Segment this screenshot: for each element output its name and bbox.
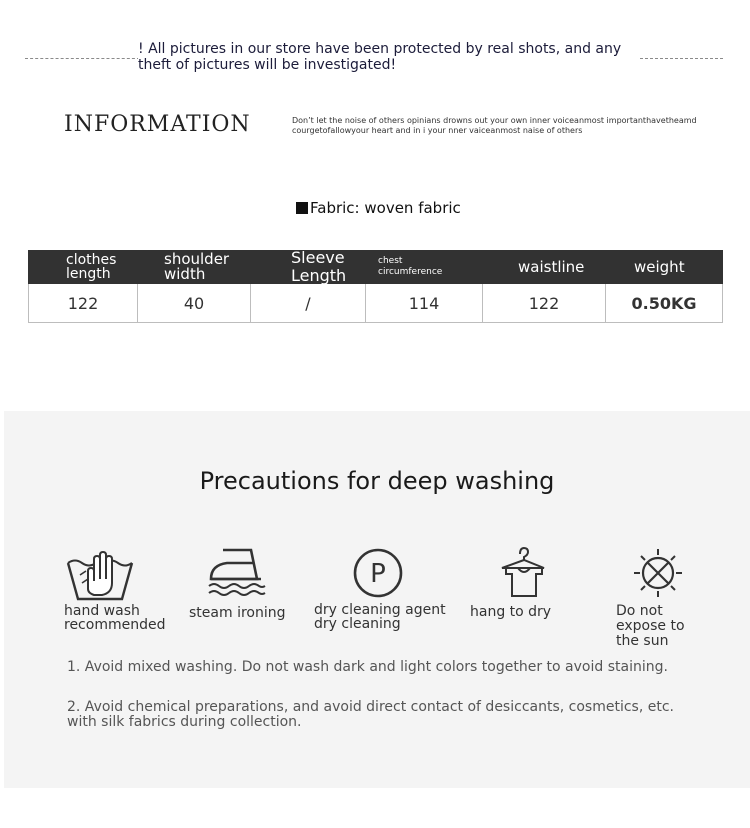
value-weight: 0.50KG <box>631 293 697 313</box>
care-label-no-sun: Do not expose to the sun <box>616 603 685 649</box>
value-waistline: 122 <box>483 284 606 322</box>
square-bullet-icon <box>296 202 308 214</box>
hand-wash-icon <box>64 545 136 601</box>
care-label-dry-cleaning: dry cleaning agent dry cleaning <box>314 602 446 632</box>
header-weight: weight <box>634 258 685 276</box>
value-clothes-length: 122 <box>29 284 138 322</box>
fabric-label: Fabric: woven fabric <box>310 199 461 217</box>
care-label-hang-to-dry: hang to dry <box>470 604 552 620</box>
washing-note-2: 2. Avoid chemical preparations, and avoid direct contact of desiccants, cosmetics, etc. with silk fabrics during collection. <box>67 699 674 730</box>
dry-clean-p-icon <box>352 547 404 599</box>
header-chest-circumference: chest circumference <box>378 256 443 277</box>
washing-section <box>4 411 750 788</box>
information-description: Don’t let the noise of others opinians drowns out your own inner voiceanmost importanthavetheamd courgetofallowyour heart and in i your nner vaiceanmost naise of others <box>292 116 697 135</box>
header-clothes-length: clothes length <box>66 252 117 282</box>
value-shoulder-width: 40 <box>138 284 251 322</box>
header-shoulder-width: shoulder width <box>164 250 230 283</box>
washing-title: Precautions for deep washing <box>199 467 555 495</box>
no-sun-icon <box>632 547 684 599</box>
fabric-info <box>296 199 461 217</box>
copyright-notice: ! All pictures in our store have been protected by real shots, and any theft of pictures will be investigated! <box>138 41 638 73</box>
header-sleeve-length: Sleeve Length <box>291 248 347 285</box>
header-waistline: waistline <box>518 258 585 276</box>
care-label-steam-ironing: steam ironing <box>189 605 286 621</box>
hang-dry-icon <box>498 546 548 600</box>
value-chest-circumference: 114 <box>366 284 483 322</box>
size-table-header <box>28 250 723 284</box>
steam-iron-icon <box>205 545 267 597</box>
svg-text:P: P <box>370 559 386 589</box>
washing-note-1: 1. Avoid mixed washing. Do not wash dark and light colors together to avoid staining. <box>67 659 668 675</box>
notice-divider-left <box>25 58 140 59</box>
information-title: INFORMATION <box>64 112 251 137</box>
size-table-row <box>28 284 723 323</box>
care-label-hand-wash: hand wash recommended <box>64 603 166 633</box>
size-table <box>28 250 723 323</box>
value-sleeve-length: / <box>251 284 366 322</box>
